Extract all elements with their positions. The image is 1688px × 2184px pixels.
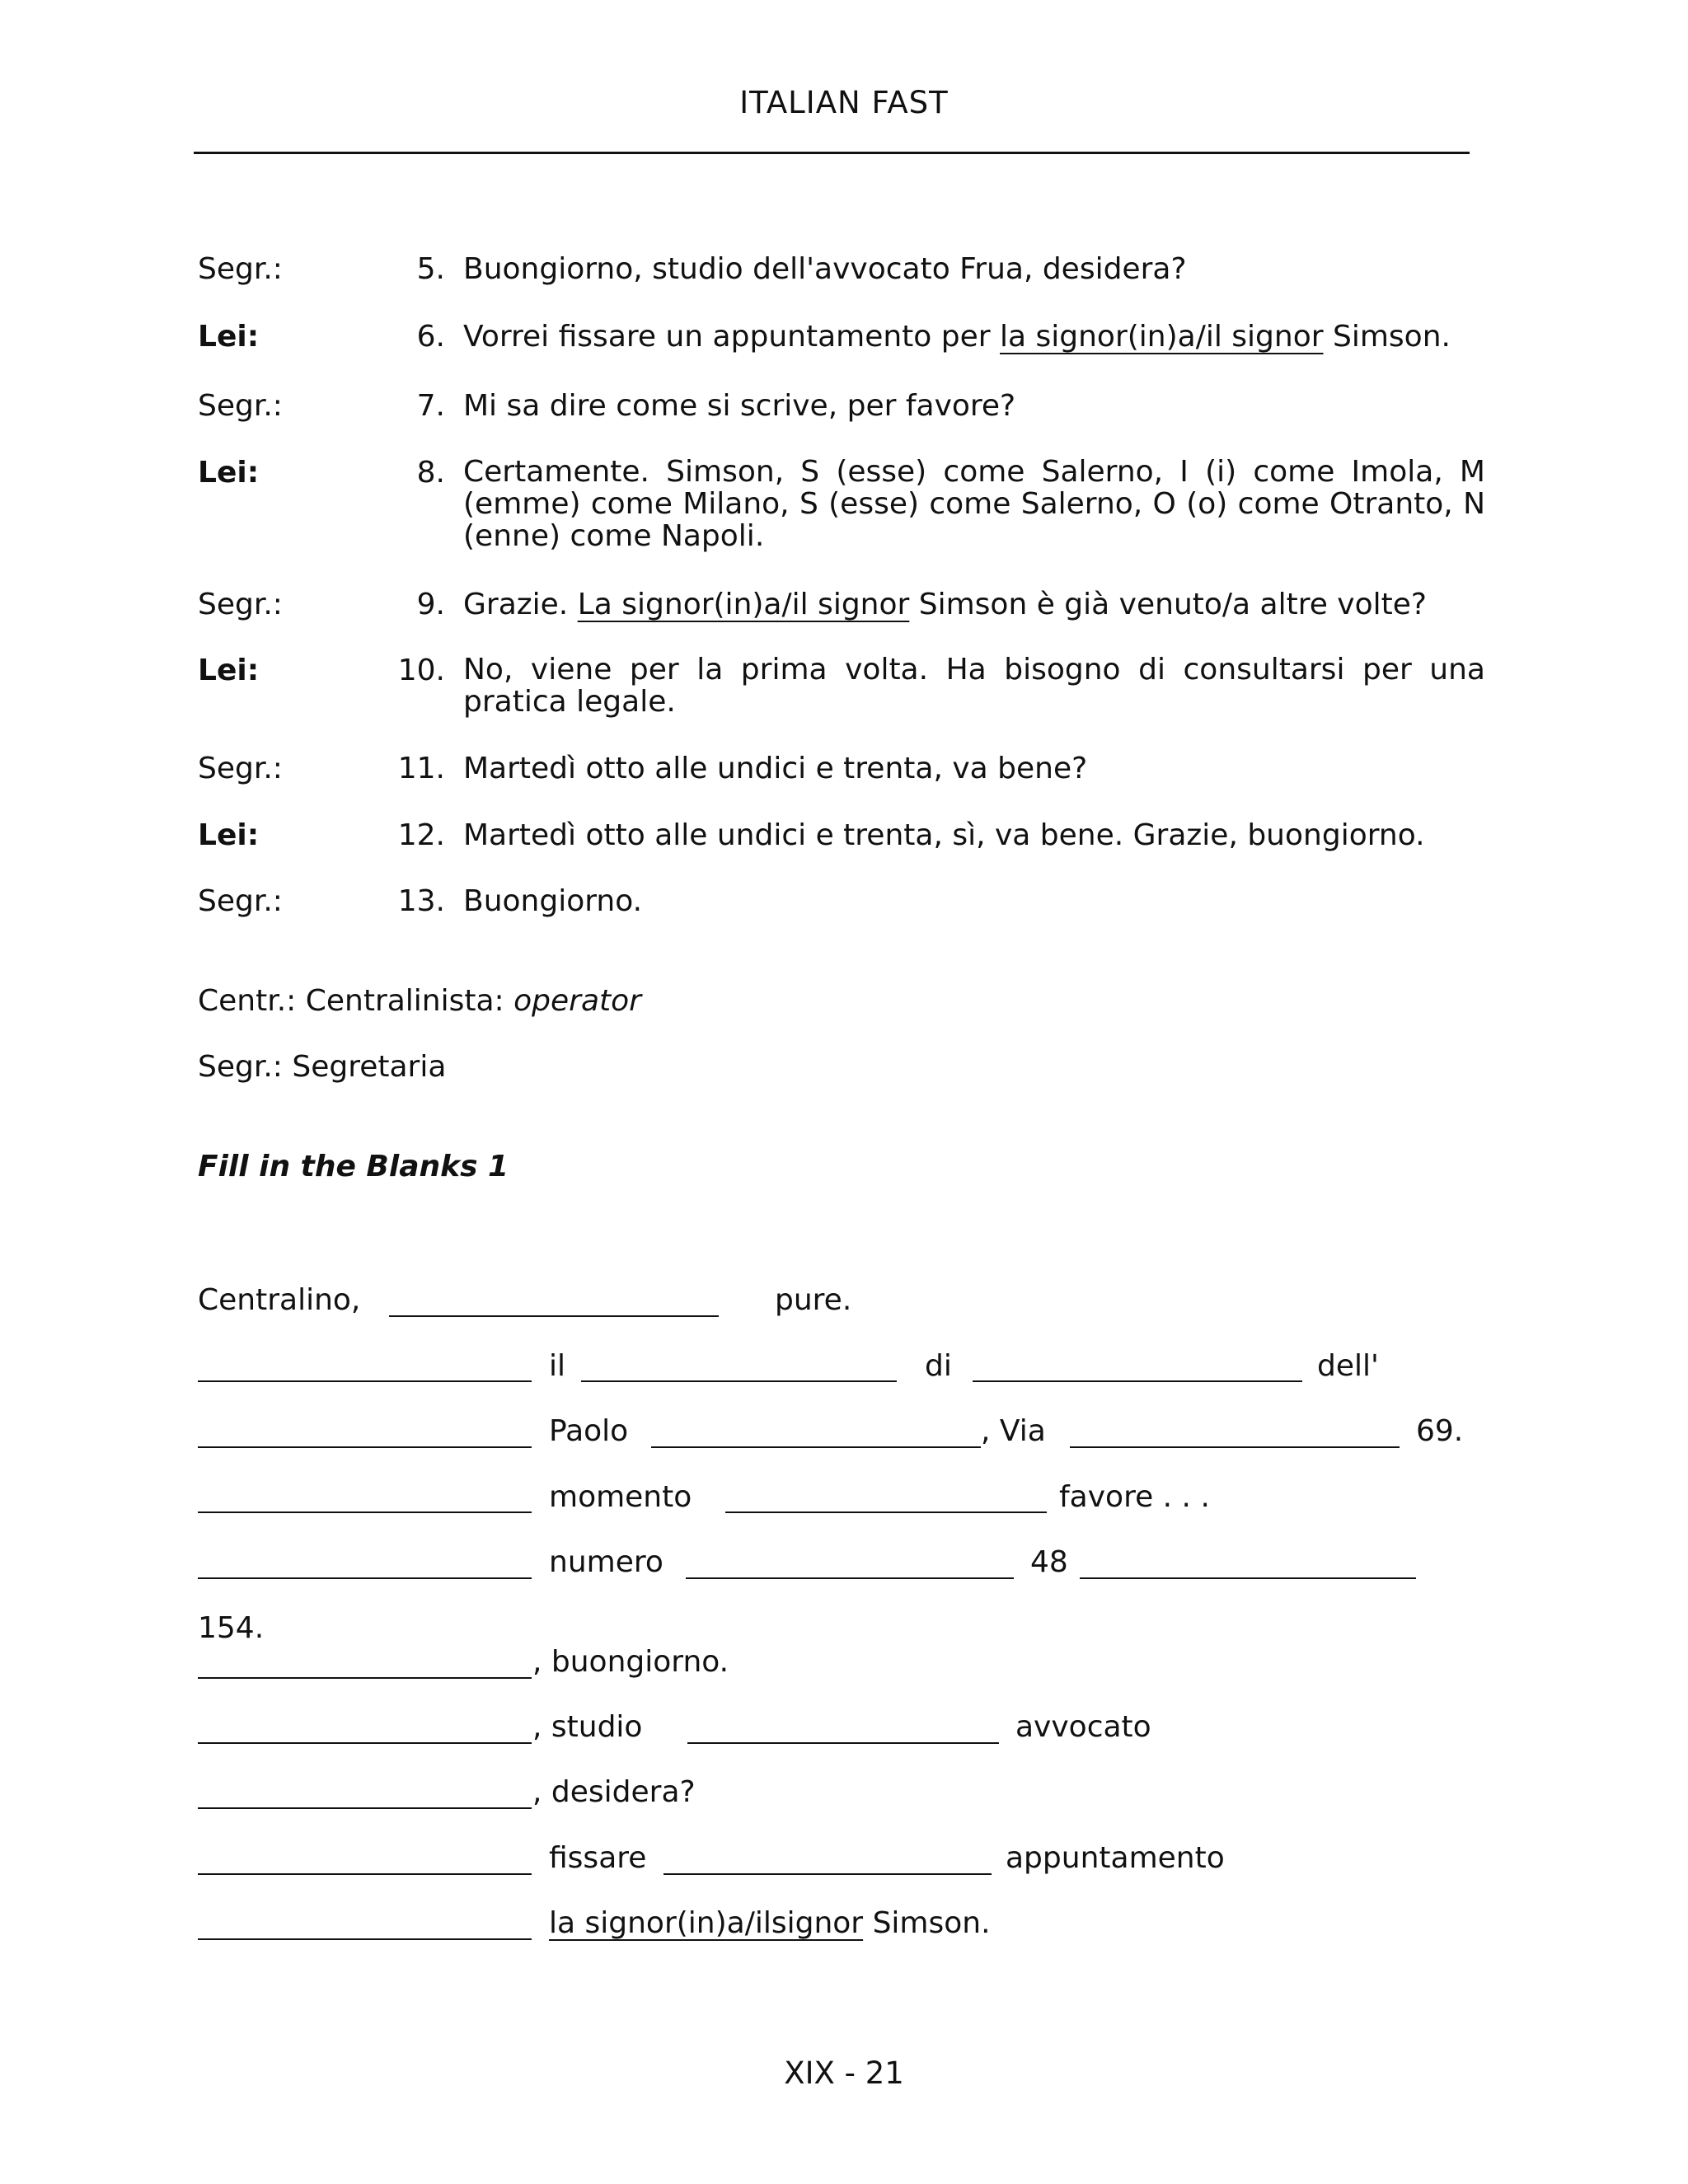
exercise-word: 154. bbox=[198, 1611, 265, 1645]
exercise-word: favore . . . bbox=[1059, 1480, 1210, 1514]
speaker-label: Segr.: bbox=[198, 588, 283, 621]
fill-blank[interactable] bbox=[198, 1742, 532, 1744]
underlined-phrase: la signor(in)a/il signor bbox=[1000, 320, 1324, 354]
speaker-label: Segr.: bbox=[198, 884, 283, 918]
line-number: 11. bbox=[397, 752, 445, 785]
line-number: 10. bbox=[397, 654, 445, 687]
fill-blank[interactable] bbox=[389, 1315, 719, 1317]
line-number: 7. bbox=[416, 389, 445, 423]
exercise-word-tail: Simson. bbox=[863, 1906, 991, 1940]
section-title: Fill in the Blanks 1 bbox=[198, 1150, 509, 1183]
line-text-before: Grazie. bbox=[463, 588, 578, 621]
exercise-word: 48 bbox=[1030, 1545, 1068, 1579]
underlined-phrase: la signor(in)a/ilsignor bbox=[549, 1906, 864, 1940]
exercise-word: , Via bbox=[981, 1414, 1046, 1448]
speaker-label: Segr.: bbox=[198, 252, 283, 286]
speaker-label: Lei: bbox=[198, 654, 260, 687]
line-text: Mi sa dire come si scrive, per favore? bbox=[463, 389, 1016, 423]
line-text: Buongiorno. bbox=[463, 884, 643, 918]
exercise-word: pure. bbox=[775, 1283, 852, 1317]
line-text-before: Vorrei fissare un appuntamento per bbox=[463, 320, 1000, 354]
page-number: XIX - 21 bbox=[784, 2055, 904, 2091]
speaker-label: Lei: bbox=[198, 320, 260, 354]
fill-blank[interactable] bbox=[1080, 1577, 1416, 1579]
fill-blank[interactable] bbox=[198, 1807, 532, 1809]
underlined-phrase: La signor(in)a/il signor bbox=[577, 588, 910, 621]
glossary-term: Segr.: Segretaria bbox=[198, 1050, 447, 1084]
fill-blank[interactable] bbox=[198, 1446, 532, 1448]
fill-blank[interactable] bbox=[198, 1873, 532, 1875]
speaker-label: Lei: bbox=[198, 456, 260, 490]
exercise-word: 69. bbox=[1416, 1414, 1464, 1448]
line-number: 5. bbox=[416, 252, 445, 286]
line-text: Martedì otto alle undici e trenta, sì, va bene. Grazie, buongiorno. bbox=[463, 818, 1425, 852]
exercise-word: Centralino, bbox=[198, 1283, 361, 1317]
fill-blank[interactable] bbox=[686, 1577, 1014, 1579]
line-number: 8. bbox=[416, 456, 445, 490]
exercise-word: momento bbox=[549, 1480, 692, 1514]
line-text: Martedì otto alle undici e trenta, va bene? bbox=[463, 752, 1088, 785]
exercise-word: appuntamento bbox=[1006, 1841, 1225, 1875]
line-text: Certamente. Simson, S (esse) come Salerno, I (i) come Imola, M (emme) come Milano, S (esse) come Salerno, O (o) come Otranto, N (enne) come Napoli. bbox=[463, 455, 1485, 553]
exercise-word: , desidera? bbox=[532, 1775, 696, 1809]
exercise-word: , studio bbox=[532, 1710, 643, 1744]
fill-blank[interactable] bbox=[198, 1677, 532, 1679]
glossary-term: Centr.: Centralinista: bbox=[198, 984, 514, 1018]
line-text-after: Simson. bbox=[1323, 320, 1451, 354]
running-header: ITALIAN FAST bbox=[739, 85, 949, 120]
exercise-word: di bbox=[925, 1349, 952, 1383]
line-number: 13. bbox=[397, 884, 445, 918]
speaker-label: Lei: bbox=[198, 818, 260, 852]
fill-blank[interactable] bbox=[687, 1742, 999, 1744]
fill-blank[interactable] bbox=[198, 1380, 532, 1382]
fill-blank[interactable] bbox=[973, 1380, 1302, 1382]
fill-blank[interactable] bbox=[198, 1577, 532, 1579]
glossary-entry bbox=[198, 984, 641, 1018]
fill-blank[interactable] bbox=[725, 1511, 1047, 1513]
line-text bbox=[463, 320, 1485, 354]
exercise-word bbox=[549, 1906, 991, 1940]
exercise-word: Paolo bbox=[549, 1414, 629, 1448]
line-number: 12. bbox=[397, 818, 445, 852]
glossary-entry bbox=[198, 1050, 446, 1084]
fill-blank[interactable] bbox=[198, 1938, 532, 1940]
exercise-word: avvocato bbox=[1015, 1710, 1151, 1744]
fill-blank[interactable] bbox=[581, 1380, 897, 1382]
line-text bbox=[463, 588, 1485, 621]
fill-blank[interactable] bbox=[1070, 1446, 1400, 1448]
exercise-word: , buongiorno. bbox=[532, 1645, 729, 1679]
speaker-label: Segr.: bbox=[198, 752, 283, 785]
line-number: 9. bbox=[416, 588, 445, 621]
line-text-after: Simson è già venuto/a altre volte? bbox=[909, 588, 1428, 621]
line-text: Buongiorno, studio dell'avvocato Frua, desidera? bbox=[463, 252, 1187, 286]
fill-blank[interactable] bbox=[663, 1873, 992, 1875]
fill-blank[interactable] bbox=[651, 1446, 981, 1448]
glossary-definition: operator bbox=[513, 984, 641, 1018]
speaker-label: Segr.: bbox=[198, 389, 283, 423]
header-rule bbox=[194, 152, 1470, 154]
line-text: No, viene per la prima volta. Ha bisogno di consultarsi per una pratica legale. bbox=[463, 653, 1485, 719]
exercise-word: dell' bbox=[1317, 1349, 1379, 1383]
exercise-word: fissare bbox=[549, 1841, 647, 1875]
exercise-word: il bbox=[549, 1349, 566, 1383]
fill-blank[interactable] bbox=[198, 1511, 532, 1513]
line-number: 6. bbox=[416, 320, 445, 354]
exercise-word: numero bbox=[549, 1545, 663, 1579]
